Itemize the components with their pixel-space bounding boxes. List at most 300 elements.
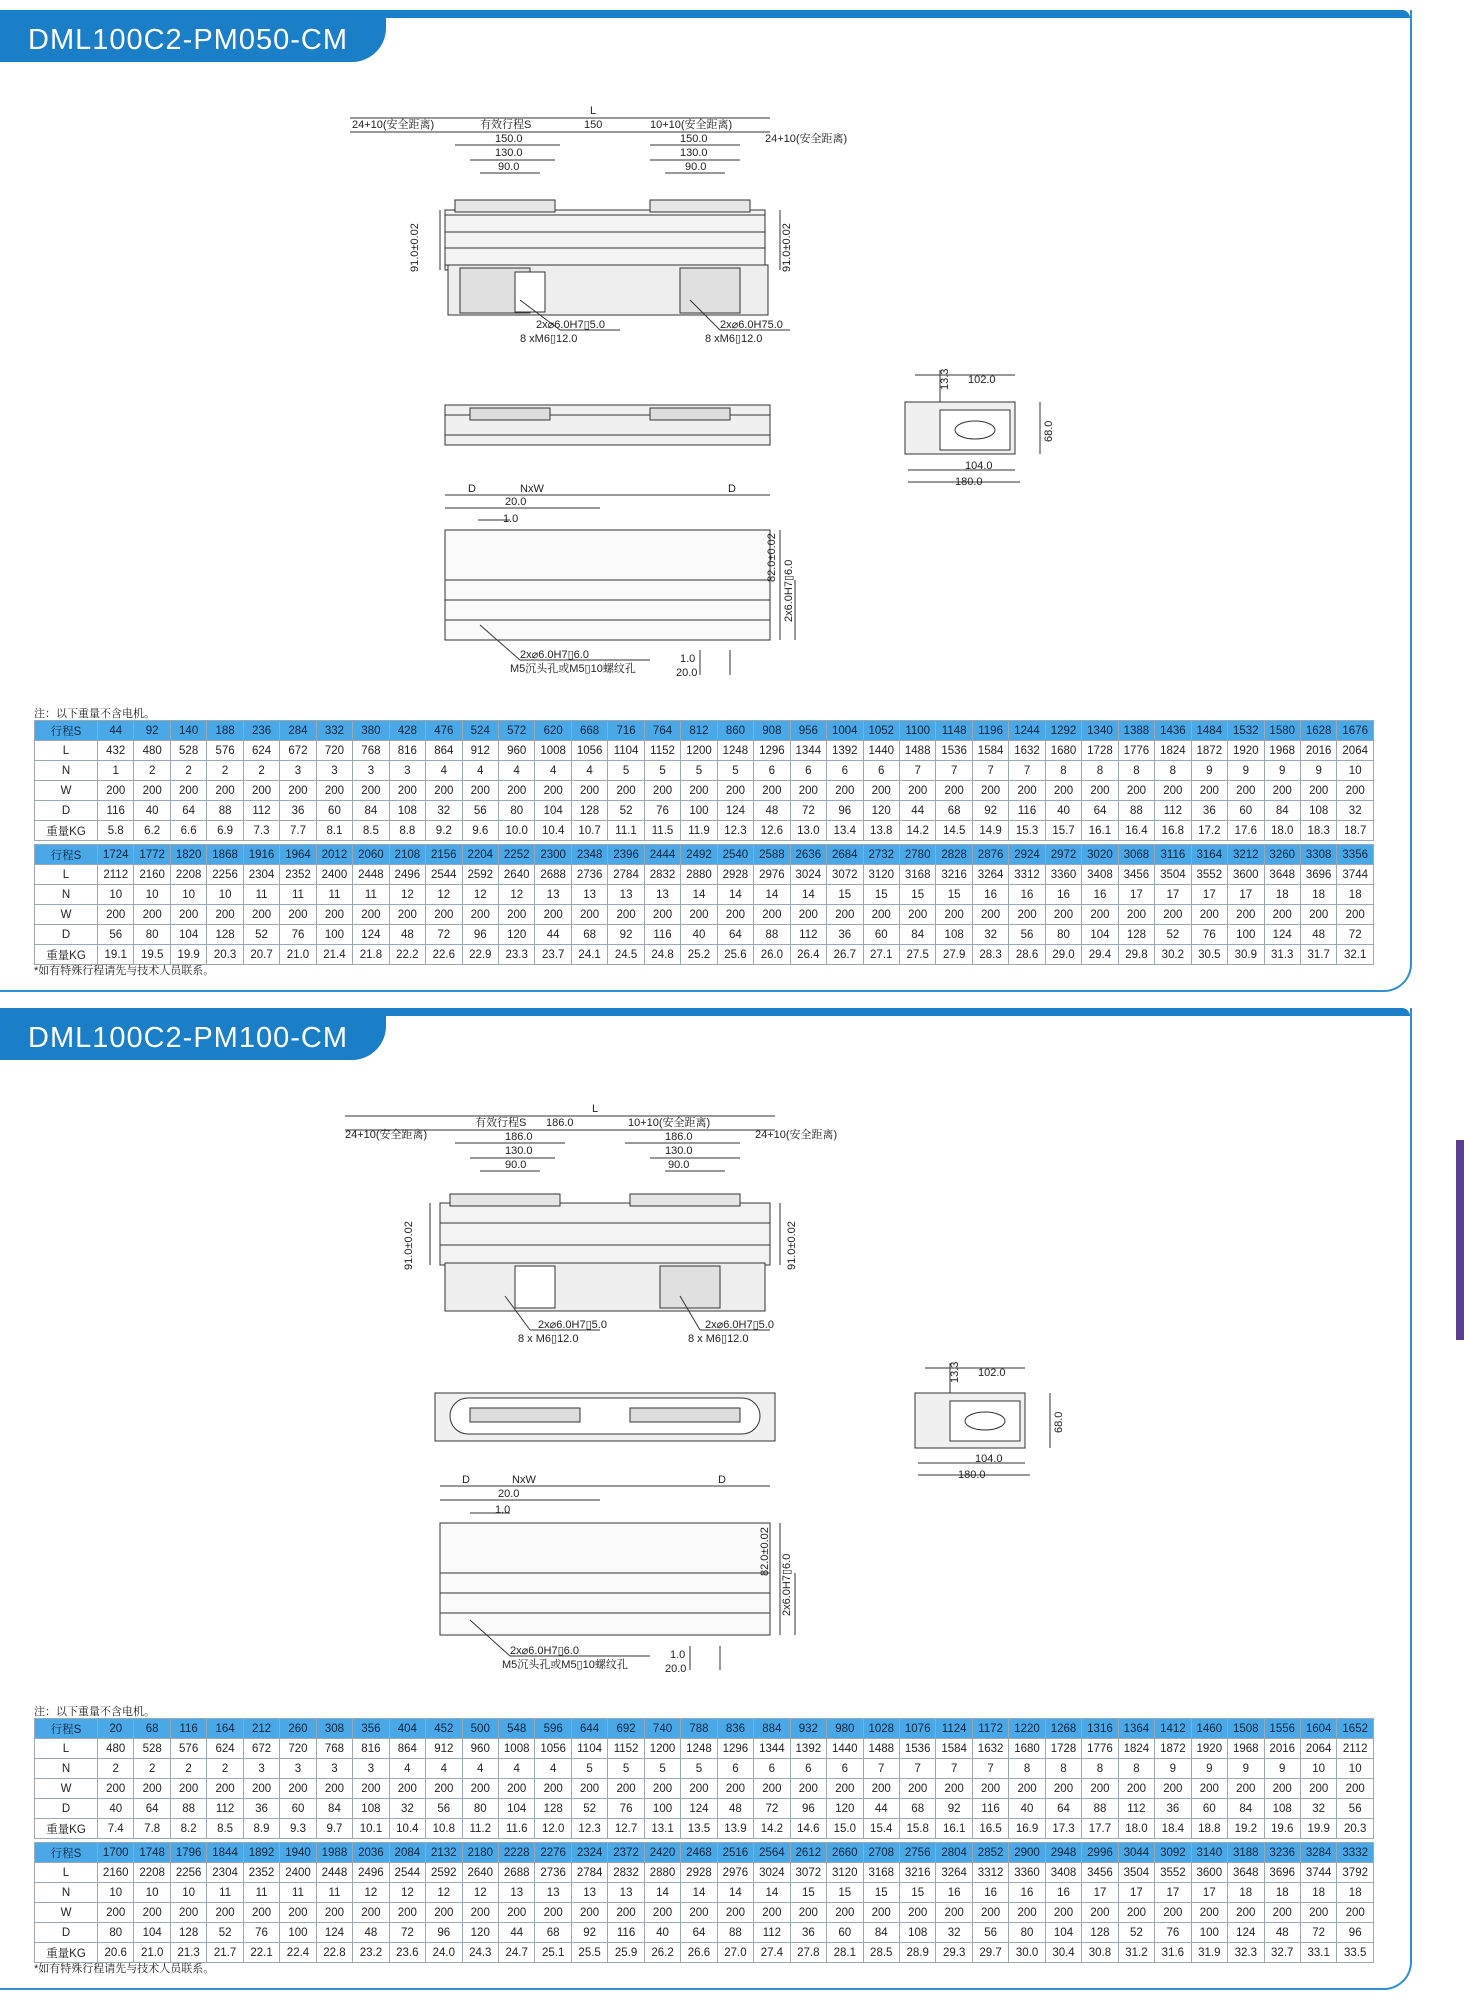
- table-cell: 476: [426, 721, 462, 741]
- table-cell: 1052: [863, 721, 899, 741]
- table-cell: 2: [207, 1759, 243, 1779]
- table-cell: 200: [863, 1779, 899, 1799]
- table-cell: 124: [353, 925, 389, 945]
- table-cell: 116: [1009, 801, 1045, 821]
- table-row: [35, 1719, 1374, 1739]
- table-cell: 1872: [1155, 1739, 1191, 1759]
- table-cell: 2160: [98, 1863, 134, 1883]
- table-cell: 7: [899, 761, 935, 781]
- table-cell: 1964: [280, 845, 316, 865]
- table-cell: 8.1: [316, 821, 352, 841]
- table-cell: 2352: [280, 865, 316, 885]
- table-cell: 10.4: [535, 821, 571, 841]
- table-cell: 200: [1009, 905, 1045, 925]
- table-cell: 68: [899, 1799, 935, 1819]
- table-cell: 8: [1118, 761, 1154, 781]
- table-cell: 9: [1300, 761, 1336, 781]
- table-cell: 1196: [972, 721, 1008, 741]
- table-cell: 36: [1155, 1799, 1191, 1819]
- table-cell: 18: [1300, 885, 1336, 905]
- table-cell: 9.7: [316, 1819, 352, 1839]
- table-cell: 17.2: [1191, 821, 1227, 841]
- table-cell: 596: [535, 1719, 571, 1739]
- table-cell: 200: [535, 1779, 571, 1799]
- table-cell: 13.9: [717, 1819, 753, 1839]
- table-cell: 200: [827, 905, 863, 925]
- table-cell: 692: [608, 1719, 644, 1739]
- table-cell: 2156: [426, 845, 462, 865]
- table-cell: 200: [134, 1779, 170, 1799]
- table-cell: 112: [243, 801, 279, 821]
- table-cell: 1940: [280, 1843, 316, 1863]
- table-cell: 84: [863, 1923, 899, 1943]
- table-cell: 15.8: [899, 1819, 935, 1839]
- table-cell: 28.6: [1009, 945, 1045, 965]
- table-cell: 356: [353, 1719, 389, 1739]
- table-cell: 200: [316, 1779, 352, 1799]
- table-cell: 3600: [1191, 1863, 1227, 1883]
- bot-dim-20: 20.0: [498, 1488, 520, 1500]
- table-cell: 1536: [936, 741, 972, 761]
- table-cell: 1676: [1337, 721, 1374, 741]
- table-cell: 3: [353, 1759, 389, 1779]
- table-cell: 200: [644, 1903, 680, 1923]
- table-cell: 27.1: [863, 945, 899, 965]
- table-cell: 200: [717, 1903, 753, 1923]
- table-cell: 76: [644, 801, 680, 821]
- table-cell: 88: [207, 801, 243, 821]
- dim-safety-right: 24+10(安全距离): [765, 133, 848, 145]
- table-cell: 1: [98, 761, 134, 781]
- table-cell: 188: [207, 721, 243, 741]
- table-cell: 64: [1082, 801, 1118, 821]
- table-cell: 1820: [170, 845, 206, 865]
- table-cell: 14: [681, 885, 717, 905]
- table-cell: 80: [1009, 1923, 1045, 1943]
- table-cell: 22.9: [462, 945, 498, 965]
- table-cell: 1412: [1155, 1719, 1191, 1739]
- table-cell: 1584: [936, 1739, 972, 1759]
- table-cell: 88: [754, 925, 790, 945]
- table-cell: 27.4: [754, 1943, 790, 1963]
- table-cell: 1152: [644, 741, 680, 761]
- table-cell: 9.2: [426, 821, 462, 841]
- table-cell: 200: [681, 781, 717, 801]
- table-cell: 8.2: [170, 1819, 206, 1839]
- table-cell: 9: [1191, 1759, 1227, 1779]
- bot-dim-D1: D: [462, 1474, 470, 1486]
- table-cell: 7.4: [98, 1819, 134, 1839]
- table-cell: 12: [462, 885, 498, 905]
- dim-w1-right: 186.0: [665, 1131, 693, 1143]
- table-cell: 2972: [1045, 845, 1081, 865]
- table-cell: 200: [863, 1903, 899, 1923]
- row-label: 行程S: [35, 721, 98, 741]
- table-cell: 1484: [1191, 721, 1227, 741]
- table-cell: 13.1: [644, 1819, 680, 1839]
- table-cell: 2108: [389, 845, 425, 865]
- table-cell: 14.2: [754, 1819, 790, 1839]
- table-cell: 32: [1337, 801, 1374, 821]
- dim-hole1: 2x⌀6.0H7▯5.0: [538, 1319, 607, 1331]
- table-cell: 5: [681, 1759, 717, 1779]
- table-cell: 29.8: [1118, 945, 1154, 965]
- table-cell: 2924: [1009, 845, 1045, 865]
- table-cell: 3120: [863, 865, 899, 885]
- table-cell: 2208: [134, 1863, 170, 1883]
- table-cell: 200: [863, 905, 899, 925]
- table-cell: 672: [280, 741, 316, 761]
- table-cell: 4: [535, 761, 571, 781]
- table-cell: 1004: [827, 721, 863, 741]
- table-cell: 6: [863, 761, 899, 781]
- table-cell: 52: [1155, 925, 1191, 945]
- table-cell: 3408: [1045, 1863, 1081, 1883]
- table-cell: 932: [790, 1719, 826, 1739]
- table-cell: 200: [243, 1779, 279, 1799]
- table-cell: 200: [353, 1903, 389, 1923]
- table-cell: 11: [243, 885, 279, 905]
- product-section-pm050: [0, 10, 1412, 992]
- end-dim-w2: 104.0: [975, 1453, 1003, 1465]
- dim-hole4: 8 xM6▯12.0: [705, 333, 763, 345]
- table-cell: 8.8: [389, 821, 425, 841]
- table-cell: 200: [1264, 781, 1300, 801]
- table-cell: 200: [717, 781, 753, 801]
- table-cell: 2204: [462, 845, 498, 865]
- table-cell: 3: [353, 761, 389, 781]
- table-cell: 200: [170, 905, 206, 925]
- table-row: [35, 1799, 1374, 1819]
- dim-safety-mid: 10+10(安全距离): [650, 119, 733, 131]
- table-cell: 200: [1228, 1779, 1264, 1799]
- table-cell: 3: [280, 1759, 316, 1779]
- bot-dim-h1: 82.0±0.02: [759, 1527, 771, 1576]
- table-cell: 1580: [1264, 721, 1300, 741]
- table-cell: 200: [134, 905, 170, 925]
- table-cell: 2784: [571, 1863, 607, 1883]
- table-cell: 200: [535, 781, 571, 801]
- dim-stroke-label: 有效行程S: [480, 119, 532, 131]
- table-cell: 18.3: [1300, 821, 1336, 841]
- table-cell: 3600: [1228, 865, 1264, 885]
- table-cell: 14.2: [899, 821, 935, 841]
- dim-hole2: 8 x M6▯12.0: [518, 1333, 579, 1345]
- table-cell: 19.1: [98, 945, 134, 965]
- table-cell: 1488: [863, 1739, 899, 1759]
- table-cell: 17: [1155, 1883, 1191, 1903]
- table-cell: 1776: [1082, 1739, 1118, 1759]
- table-cell: 18.0: [1264, 821, 1300, 841]
- table-cell: 1916: [243, 845, 279, 865]
- bot-dim-m5: M5沉头孔或M5▯10螺纹孔: [502, 1659, 628, 1671]
- table-cell: 200: [1118, 905, 1154, 925]
- dim-L: L: [592, 1103, 599, 1115]
- table-cell: 720: [316, 741, 352, 761]
- table-cell: 2: [207, 761, 243, 781]
- table-cell: 2132: [426, 1843, 462, 1863]
- end-dim-h: 13.3: [939, 368, 951, 390]
- table-cell: 200: [899, 905, 935, 925]
- table-cell: 104: [1082, 925, 1118, 945]
- table-cell: 200: [243, 1903, 279, 1923]
- table-cell: 80: [98, 1923, 134, 1943]
- table-cell: 2688: [498, 1863, 534, 1883]
- table-cell: 960: [498, 741, 534, 761]
- table-row: [35, 761, 1374, 781]
- table-cell: 624: [243, 741, 279, 761]
- row-label: 重量KG: [35, 945, 98, 965]
- table-cell: 200: [243, 781, 279, 801]
- table-cell: 284: [280, 721, 316, 741]
- table-cell: 200: [1228, 905, 1264, 925]
- table-cell: 200: [1300, 781, 1336, 801]
- table-cell: 48: [717, 1799, 753, 1819]
- table-cell: 816: [353, 1739, 389, 1759]
- table-cell: 128: [1082, 1923, 1118, 1943]
- table-cell: 2012: [316, 845, 352, 865]
- table-cell: 260: [280, 1719, 316, 1739]
- table-cell: 4: [498, 1759, 534, 1779]
- table-cell: 17.7: [1082, 1819, 1118, 1839]
- table-cell: 40: [1045, 801, 1081, 821]
- table-cell: 200: [1264, 905, 1300, 925]
- table-cell: 24.3: [462, 1943, 498, 1963]
- table-cell: 2208: [170, 865, 206, 885]
- row-label: L: [35, 1863, 98, 1883]
- table-cell: 27.5: [899, 945, 935, 965]
- dim-center: 150: [584, 119, 603, 131]
- table-cell: 29.3: [936, 1943, 972, 1963]
- table-cell: 200: [1045, 781, 1081, 801]
- table-cell: 2688: [535, 865, 571, 885]
- table-cell: 56: [462, 801, 498, 821]
- table-cell: 200: [353, 781, 389, 801]
- table-cell: 22.8: [316, 1943, 352, 1963]
- table-cell: 32: [426, 801, 462, 821]
- table-cell: 816: [389, 741, 425, 761]
- table-cell: 2736: [571, 865, 607, 885]
- bot-dim-D2: D: [718, 1474, 726, 1486]
- table-cell: 200: [1300, 1903, 1336, 1923]
- row-label: 行程S: [35, 1719, 98, 1739]
- table-cell: 28.3: [972, 945, 1008, 965]
- table-cell: 9: [1191, 761, 1227, 781]
- table-cell: 116: [170, 1719, 206, 1739]
- table-cell: 200: [754, 1903, 790, 1923]
- table-cell: 24.0: [426, 1943, 462, 1963]
- table-cell: 13: [535, 1883, 571, 1903]
- table-cell: 3504: [1118, 1863, 1154, 1883]
- dim-w3-left: 90.0: [498, 161, 520, 173]
- table-cell: 620: [535, 721, 571, 741]
- table-cell: 84: [353, 801, 389, 821]
- row-label: 行程S: [35, 845, 98, 865]
- table-cell: 28.1: [827, 1943, 863, 1963]
- table-cell: 788: [681, 1719, 717, 1739]
- table-cell: 2: [98, 1759, 134, 1779]
- end-dim-h2: 68.0: [1053, 1411, 1065, 1433]
- table-cell: 112: [1118, 1799, 1154, 1819]
- table-cell: 200: [498, 905, 534, 925]
- table-cell: 308: [316, 1719, 352, 1739]
- table-cell: 480: [98, 1739, 134, 1759]
- table-cell: 12: [462, 1883, 498, 1903]
- table-cell: 5: [644, 1759, 680, 1779]
- table-cell: 980: [827, 1719, 863, 1739]
- table-cell: 17: [1118, 885, 1154, 905]
- table-cell: 56: [1009, 925, 1045, 945]
- bot-dim-hole: 2x⌀6.0H7▯6.0: [520, 649, 589, 661]
- table-cell: 124: [316, 1923, 352, 1943]
- table-cell: 13.4: [827, 821, 863, 841]
- table-cell: 1680: [1045, 741, 1081, 761]
- table-cell: 212: [243, 1719, 279, 1739]
- table-row: [35, 1843, 1374, 1863]
- table-cell: 52: [608, 801, 644, 821]
- table-cell: 200: [1118, 1903, 1154, 1923]
- table-cell: 884: [754, 1719, 790, 1739]
- table-cell: 44: [498, 1923, 534, 1943]
- table-row: [35, 1739, 1374, 1759]
- table-cell: 2640: [498, 865, 534, 885]
- table-cell: 18.0: [1118, 1819, 1154, 1839]
- table-cell: 120: [863, 801, 899, 821]
- table-cell: 8.5: [353, 821, 389, 841]
- table-cell: 428: [389, 721, 425, 741]
- table-cell: 12.3: [717, 821, 753, 841]
- dim-w3-right: 90.0: [668, 1159, 690, 1171]
- table-cell: 16.4: [1118, 821, 1154, 841]
- table-cell: 3648: [1228, 1863, 1264, 1883]
- table-cell: 26.4: [790, 945, 826, 965]
- table-cell: 10.0: [498, 821, 534, 841]
- table-cell: 10: [98, 1883, 134, 1903]
- table-cell: 13: [498, 1883, 534, 1903]
- table-cell: 200: [754, 781, 790, 801]
- table-cell: 768: [316, 1739, 352, 1759]
- table-cell: 16: [972, 1883, 1008, 1903]
- table-cell: 200: [1264, 1903, 1300, 1923]
- table-cell: 200: [790, 1779, 826, 1799]
- table-cell: 80: [134, 925, 170, 945]
- table-cell: 200: [972, 905, 1008, 925]
- table-cell: 17: [1191, 885, 1227, 905]
- table-cell: 10: [207, 885, 243, 905]
- table-cell: 14: [681, 1883, 717, 1903]
- table-cell: 40: [134, 801, 170, 821]
- table-cell: 31.9: [1191, 1943, 1227, 1963]
- table-cell: 76: [243, 1923, 279, 1943]
- table-cell: 3: [243, 1759, 279, 1779]
- table-cell: 200: [389, 905, 425, 925]
- table-cell: 13: [608, 1883, 644, 1903]
- table-cell: 26.2: [644, 1943, 680, 1963]
- table-cell: 96: [827, 801, 863, 821]
- table-cell: 2180: [462, 1843, 498, 1863]
- table-cell: 200: [754, 1779, 790, 1799]
- dim-height-right: 91.0±0.02: [781, 223, 793, 272]
- table-cell: 3212: [1228, 845, 1264, 865]
- table-cell: 1776: [1118, 741, 1154, 761]
- table-cell: 3236: [1264, 1843, 1300, 1863]
- table-cell: 11.6: [498, 1819, 534, 1839]
- table-cell: 18.7: [1337, 821, 1374, 841]
- table-cell: 200: [571, 905, 607, 925]
- table-cell: 52: [1118, 1923, 1154, 1943]
- table-cell: 2592: [462, 865, 498, 885]
- table-cell: 1148: [936, 721, 972, 741]
- dim-hole1: 2x⌀6.0H7▯5.0: [536, 319, 605, 331]
- table-cell: 21.4: [316, 945, 352, 965]
- bot-dim-h2: 2x6.0H7▯6.0: [783, 559, 795, 622]
- table-cell: 2468: [681, 1843, 717, 1863]
- table-cell: 3068: [1118, 845, 1154, 865]
- side-index-tab: [1456, 1140, 1464, 1340]
- table-cell: 13: [608, 885, 644, 905]
- table-row: [35, 865, 1374, 885]
- table-row: [35, 845, 1374, 865]
- table-cell: 19.2: [1228, 1819, 1264, 1839]
- table-cell: 4: [535, 1759, 571, 1779]
- table-cell: 1392: [827, 741, 863, 761]
- table-cell: 164: [207, 1719, 243, 1739]
- table-cell: 200: [608, 1903, 644, 1923]
- table-cell: 112: [1155, 801, 1191, 821]
- table-cell: 9: [1228, 1759, 1264, 1779]
- table-cell: 200: [1264, 1779, 1300, 1799]
- table-cell: 200: [280, 781, 316, 801]
- table-cell: 48: [1264, 1923, 1300, 1943]
- table-cell: 2900: [1009, 1843, 1045, 1863]
- table-cell: 124: [681, 1799, 717, 1819]
- table-cell: 2732: [863, 845, 899, 865]
- table-cell: 80: [498, 801, 534, 821]
- table-cell: 1100: [899, 721, 935, 741]
- table-cell: 2832: [644, 865, 680, 885]
- table-cell: 2372: [608, 1843, 644, 1863]
- table-cell: 12.3: [571, 1819, 607, 1839]
- table-cell: 13: [535, 885, 571, 905]
- table-cell: 200: [1191, 1779, 1227, 1799]
- table-cell: 8.5: [207, 1819, 243, 1839]
- table-cell: 36: [243, 1799, 279, 1819]
- table-cell: 15: [790, 1883, 826, 1903]
- section-title: DML100C2-PM100-CM: [0, 1016, 386, 1060]
- table-cell: 3188: [1228, 1843, 1264, 1863]
- end-dim-w1: 102.0: [978, 1367, 1006, 1379]
- table-cell: 18: [1337, 885, 1374, 905]
- table-cell: 2708: [863, 1843, 899, 1863]
- table-cell: 1008: [535, 741, 571, 761]
- table-cell: 84: [899, 925, 935, 945]
- table-cell: 1824: [1118, 1739, 1154, 1759]
- table-row: [35, 925, 1374, 945]
- table-cell: 1056: [571, 741, 607, 761]
- table-cell: 23.3: [498, 945, 534, 965]
- dim-w2-left: 130.0: [495, 147, 523, 159]
- table-cell: 528: [134, 1739, 170, 1759]
- bot-dim-NxW: NxW: [520, 483, 544, 495]
- table-cell: 12.6: [754, 821, 790, 841]
- table-cell: 64: [170, 801, 206, 821]
- table-cell: 6: [827, 761, 863, 781]
- table-cell: 3168: [863, 1863, 899, 1883]
- table-cell: 200: [498, 1779, 534, 1799]
- table-cell: 200: [280, 905, 316, 925]
- table-cell: 31.7: [1300, 945, 1336, 965]
- table-cell: 200: [98, 1903, 134, 1923]
